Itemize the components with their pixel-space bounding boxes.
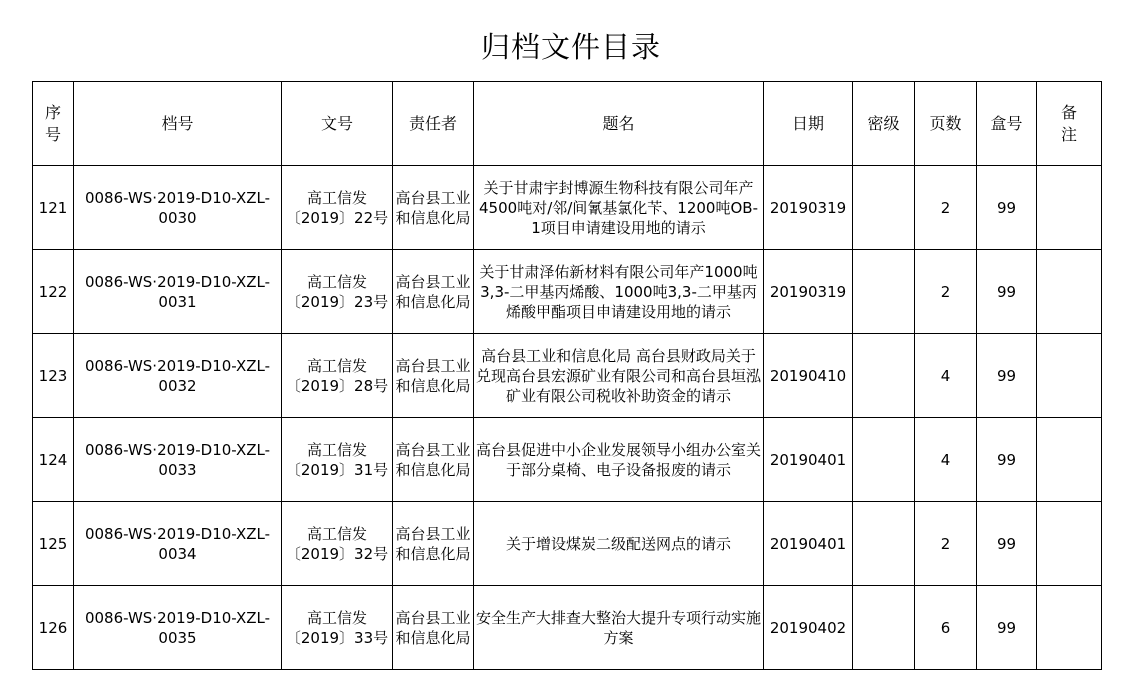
cell-doc-no: 高工信发〔2019〕33号 <box>282 586 393 670</box>
cell-secrecy <box>853 502 915 586</box>
cell-doc-no: 高工信发〔2019〕31号 <box>282 418 393 502</box>
table-row <box>33 502 1102 586</box>
cell-secrecy <box>853 586 915 670</box>
header-box: 盒号 <box>977 82 1037 166</box>
cell-date: 20190401 <box>764 418 853 502</box>
table-row <box>33 334 1102 418</box>
table-row <box>33 586 1102 670</box>
cell-remarks <box>1037 166 1102 250</box>
cell-subject: 关于甘肃宇封博源生物科技有限公司年产4500吨对/邻/间氰基氯化苄、1200吨OB-1项目申请建设用地的请示 <box>474 166 764 250</box>
cell-subject: 高台县工业和信息化局 高台县财政局关于兑现高台县宏源矿业有限公司和高台县垣泓矿业有限公司税收补助资金的请示 <box>474 334 764 418</box>
cell-seq: 126 <box>33 586 74 670</box>
cell-date: 20190402 <box>764 586 853 670</box>
cell-subject: 关于甘肃泽佑新材料有限公司年产1000吨3,3-二甲基丙烯酸、1000吨3,3-二甲基丙烯酸甲酯项目申请建设用地的请示 <box>474 250 764 334</box>
header-archive-no: 档号 <box>74 82 282 166</box>
cell-date: 20190410 <box>764 334 853 418</box>
cell-archive-no: 0086-WS·2019-D10-XZL-0033 <box>74 418 282 502</box>
header-pages: 页数 <box>915 82 977 166</box>
page-title: 归档文件目录 <box>480 30 661 64</box>
cell-remarks <box>1037 502 1102 586</box>
header-seq: 序号 <box>33 82 74 166</box>
cell-box: 99 <box>977 418 1037 502</box>
cell-date: 20190319 <box>764 250 853 334</box>
table-row <box>33 166 1102 250</box>
cell-secrecy <box>853 166 915 250</box>
archive-catalog-table <box>32 81 1102 670</box>
header-date: 日期 <box>764 82 853 166</box>
cell-responsible: 高台县工业和信息化局 <box>393 250 474 334</box>
cell-subject: 高台县促进中小企业发展领导小组办公室关于部分桌椅、电子设备报废的请示 <box>474 418 764 502</box>
cell-responsible: 高台县工业和信息化局 <box>393 502 474 586</box>
cell-doc-no: 高工信发〔2019〕22号 <box>282 166 393 250</box>
cell-secrecy <box>853 250 915 334</box>
cell-archive-no: 0086-WS·2019-D10-XZL-0030 <box>74 166 282 250</box>
cell-seq: 122 <box>33 250 74 334</box>
cell-box: 99 <box>977 166 1037 250</box>
header-doc-no: 文号 <box>282 82 393 166</box>
cell-responsible: 高台县工业和信息化局 <box>393 334 474 418</box>
cell-remarks <box>1037 334 1102 418</box>
cell-pages: 2 <box>915 166 977 250</box>
cell-doc-no: 高工信发〔2019〕28号 <box>282 334 393 418</box>
header-responsible: 责任者 <box>393 82 474 166</box>
cell-archive-no: 0086-WS·2019-D10-XZL-0032 <box>74 334 282 418</box>
cell-secrecy <box>853 418 915 502</box>
cell-responsible: 高台县工业和信息化局 <box>393 586 474 670</box>
cell-seq: 124 <box>33 418 74 502</box>
cell-pages: 4 <box>915 334 977 418</box>
cell-pages: 6 <box>915 586 977 670</box>
cell-seq: 121 <box>33 166 74 250</box>
cell-remarks <box>1037 250 1102 334</box>
cell-date: 20190401 <box>764 502 853 586</box>
header-subject: 题名 <box>474 82 764 166</box>
cell-subject: 关于增设煤炭二级配送网点的请示 <box>474 502 764 586</box>
cell-secrecy <box>853 334 915 418</box>
header-row <box>33 82 1102 166</box>
cell-box: 99 <box>977 586 1037 670</box>
cell-responsible: 高台县工业和信息化局 <box>393 418 474 502</box>
cell-seq: 123 <box>33 334 74 418</box>
cell-subject: 安全生产大排查大整治大提升专项行动实施方案 <box>474 586 764 670</box>
cell-pages: 4 <box>915 418 977 502</box>
cell-archive-no: 0086-WS·2019-D10-XZL-0034 <box>74 502 282 586</box>
cell-archive-no: 0086-WS·2019-D10-XZL-0031 <box>74 250 282 334</box>
cell-box: 99 <box>977 502 1037 586</box>
cell-remarks <box>1037 586 1102 670</box>
cell-doc-no: 高工信发〔2019〕32号 <box>282 502 393 586</box>
cell-doc-no: 高工信发〔2019〕23号 <box>282 250 393 334</box>
cell-responsible: 高台县工业和信息化局 <box>393 166 474 250</box>
cell-archive-no: 0086-WS·2019-D10-XZL-0035 <box>74 586 282 670</box>
cell-box: 99 <box>977 334 1037 418</box>
header-secrecy: 密级 <box>853 82 915 166</box>
cell-date: 20190319 <box>764 166 853 250</box>
cell-box: 99 <box>977 250 1037 334</box>
cell-pages: 2 <box>915 250 977 334</box>
cell-pages: 2 <box>915 502 977 586</box>
cell-seq: 125 <box>33 502 74 586</box>
table-row <box>33 250 1102 334</box>
cell-remarks <box>1037 418 1102 502</box>
table-row <box>33 418 1102 502</box>
header-remarks: 备注 <box>1037 82 1102 166</box>
